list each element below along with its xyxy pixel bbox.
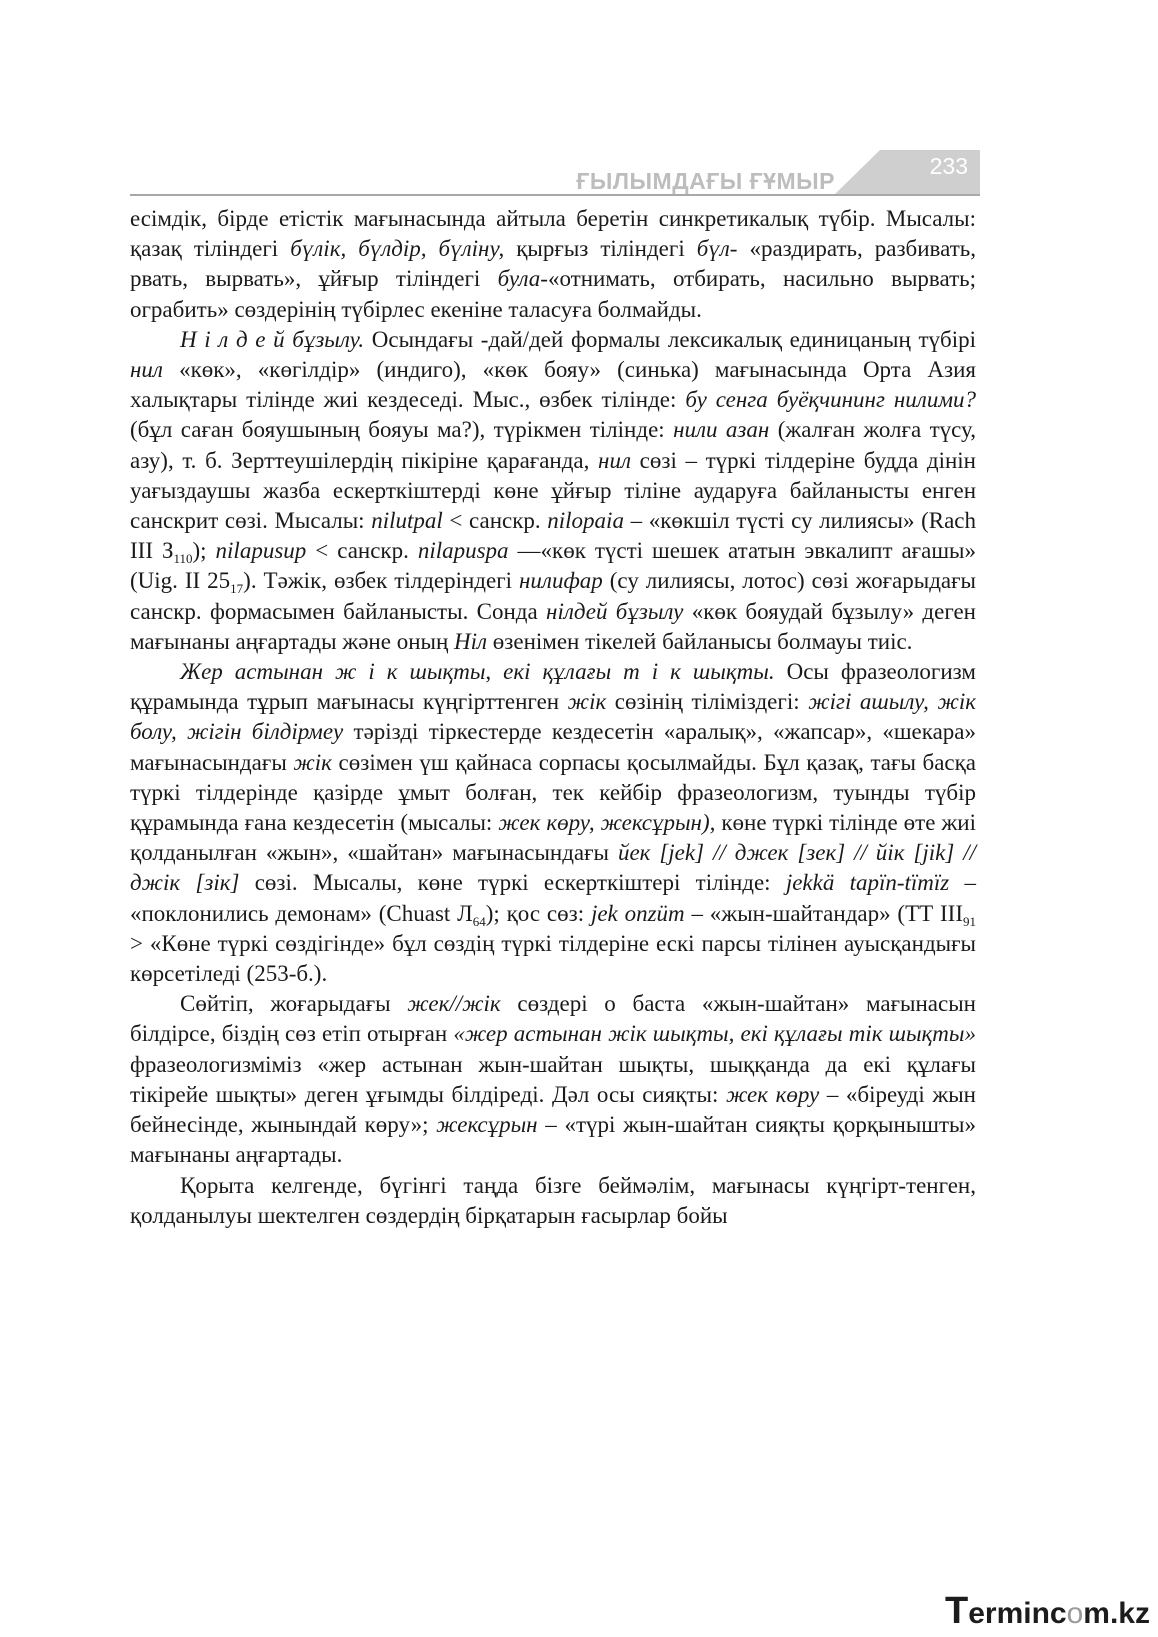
running-header	[130, 150, 980, 196]
watermark-logo: Termincom.kz	[945, 1590, 1150, 1632]
header-rule	[130, 194, 980, 196]
page-body	[130, 204, 976, 1231]
header-title: ҒЫЛЫМДАҒЫ ҒҰМЫР	[576, 168, 835, 194]
page-number: 233	[929, 153, 968, 179]
phrase-heading: Н і л д е й бұзылу.	[180, 326, 365, 352]
phrase-heading: Жер астынан ж і к шықты, екі құлағы т і к шықты.	[180, 659, 775, 685]
paragraph-2: Н і л д е й бұзылу. Осындағы -дай/дей формалы лексикалық единицаның түбірі нил «көк», «көгілдір» (индиго), «көк бояу» (синька) мағынасында Орта Азия халықтары тілінде жиі кездеседі. Мыс., өзбек тілінде: бу сенга буёқчининг нилими? (бұл саған бояушының бояуы ма?), түрікмен тілінде: нили азан (жалған жолға түсу, азу), т. б. Зерттеушілердің пікіріне қарағанда, нил сөзі – түркі тілдеріне будда дінін уағыздаушы жазба ескерткіштерді көне ұйғыр тіліне аударуға байланысты енген санскрит сөзі. Мысалы: nilutpal < санскр. nilopaia – «көкшіл түсті су лилиясы» (Rach III $З_{110}$); nilapusup < санскр. nilapuspa —«көк түсті шешек ататын эвкалипт ағашы» (Uig. II $25_{17}$). Тәжік, өзбек тілдеріндегі нилифар (су лилиясы, лотос) сөзі жоғарыдағы санскр. формасымен байланысты. Сонда нілдей бұзылу «көк бояудай бұзылу» деген мағынаны аңғартады және оның Ніл өзенімен тікелей байланысы болмауы тиіс.	[130, 326, 977, 654]
paragraph-4: Сөйтіп, жоғарыдағы жек//жік сөздері о баста «жын-шайтан» мағынасын білдірсе, біздің сөз етіп отырған «жер астынан жік шықты, екі құлағы тік шықты» фразеологизміміз «жер астынан жын-шайтан шықты, шыққанда да екі құлағы тікірейе шықты» деген ұғымды білдіреді. Дәл осы сияқты: жек көру – «біреуді жын бейнесінде, жынындай көру»; жексұрын – «түрі жын-шайтан сияқты қорқынышты» мағынаны аңғартады.	[130, 991, 976, 1168]
paragraph-3: Жер астынан ж і к шықты, екі құлағы т і к шықты. Осы фразеологизм құрамында тұрып мағынасы күңгірттенген жік сөзінің тіліміздегі: жігі ашылу, жік болу, жігін білдірмеу тәрізді тіркестерде кездесетін «аралық», «жапсар», «шекара» мағынасындағы жік сөзімен үш қайнаса сорпасы қосылмайды. Бұл қазақ, тағы басқа түркі тілдерінде қазірде ұмыт болған, тек кейбір фразеологизм, туынды түбір құрамында ғана кездесетін (мысалы: жек көру, жексұрын), көне түркі тілінде өте жиі қолданылған «жын», «шайтан» мағынасындағы йек [jek] // джек [зек] // йік [jik] // джік [зік] сөзі. Мысалы, көне түркі ескерткіштері тілінде: jekkä tapïn-tïmïz – «поклонились демонам» (Chuast $Л_{64}$); қос сөз: jek onzüm – «жын-шайтандар» (ТТ $III_{91}$ > «Көне түркі сөздігінде» бұл сөздің түркі тілдеріне ескі парсы тілінен ауысқандығы көрсетіледі (253-б.).	[130, 659, 977, 987]
paragraph-5: Қорыта келгенде, бүгінгі таңда бізге беймәлім, мағынасы күңгірт-тенген, қолданылуы шектелген сөздердің бірқатарын ғасырлар бойы	[130, 1172, 976, 1228]
paragraph-1: есімдік, бірде етістік мағынасында айтыла беретін синкретикалық түбір. Мысалы: қазақ тіліндегі бүлік, бүлдір, бүліну, қырғыз тіліндегі бүл- «раздирать, разбивать, рвать, вырвать», ұйғыр тіліндегі була-«отнимать, отбирать, насильно вырвать; ограбить» сөздерінің түбірлес екеніне таласуға болмайды.	[130, 206, 977, 322]
